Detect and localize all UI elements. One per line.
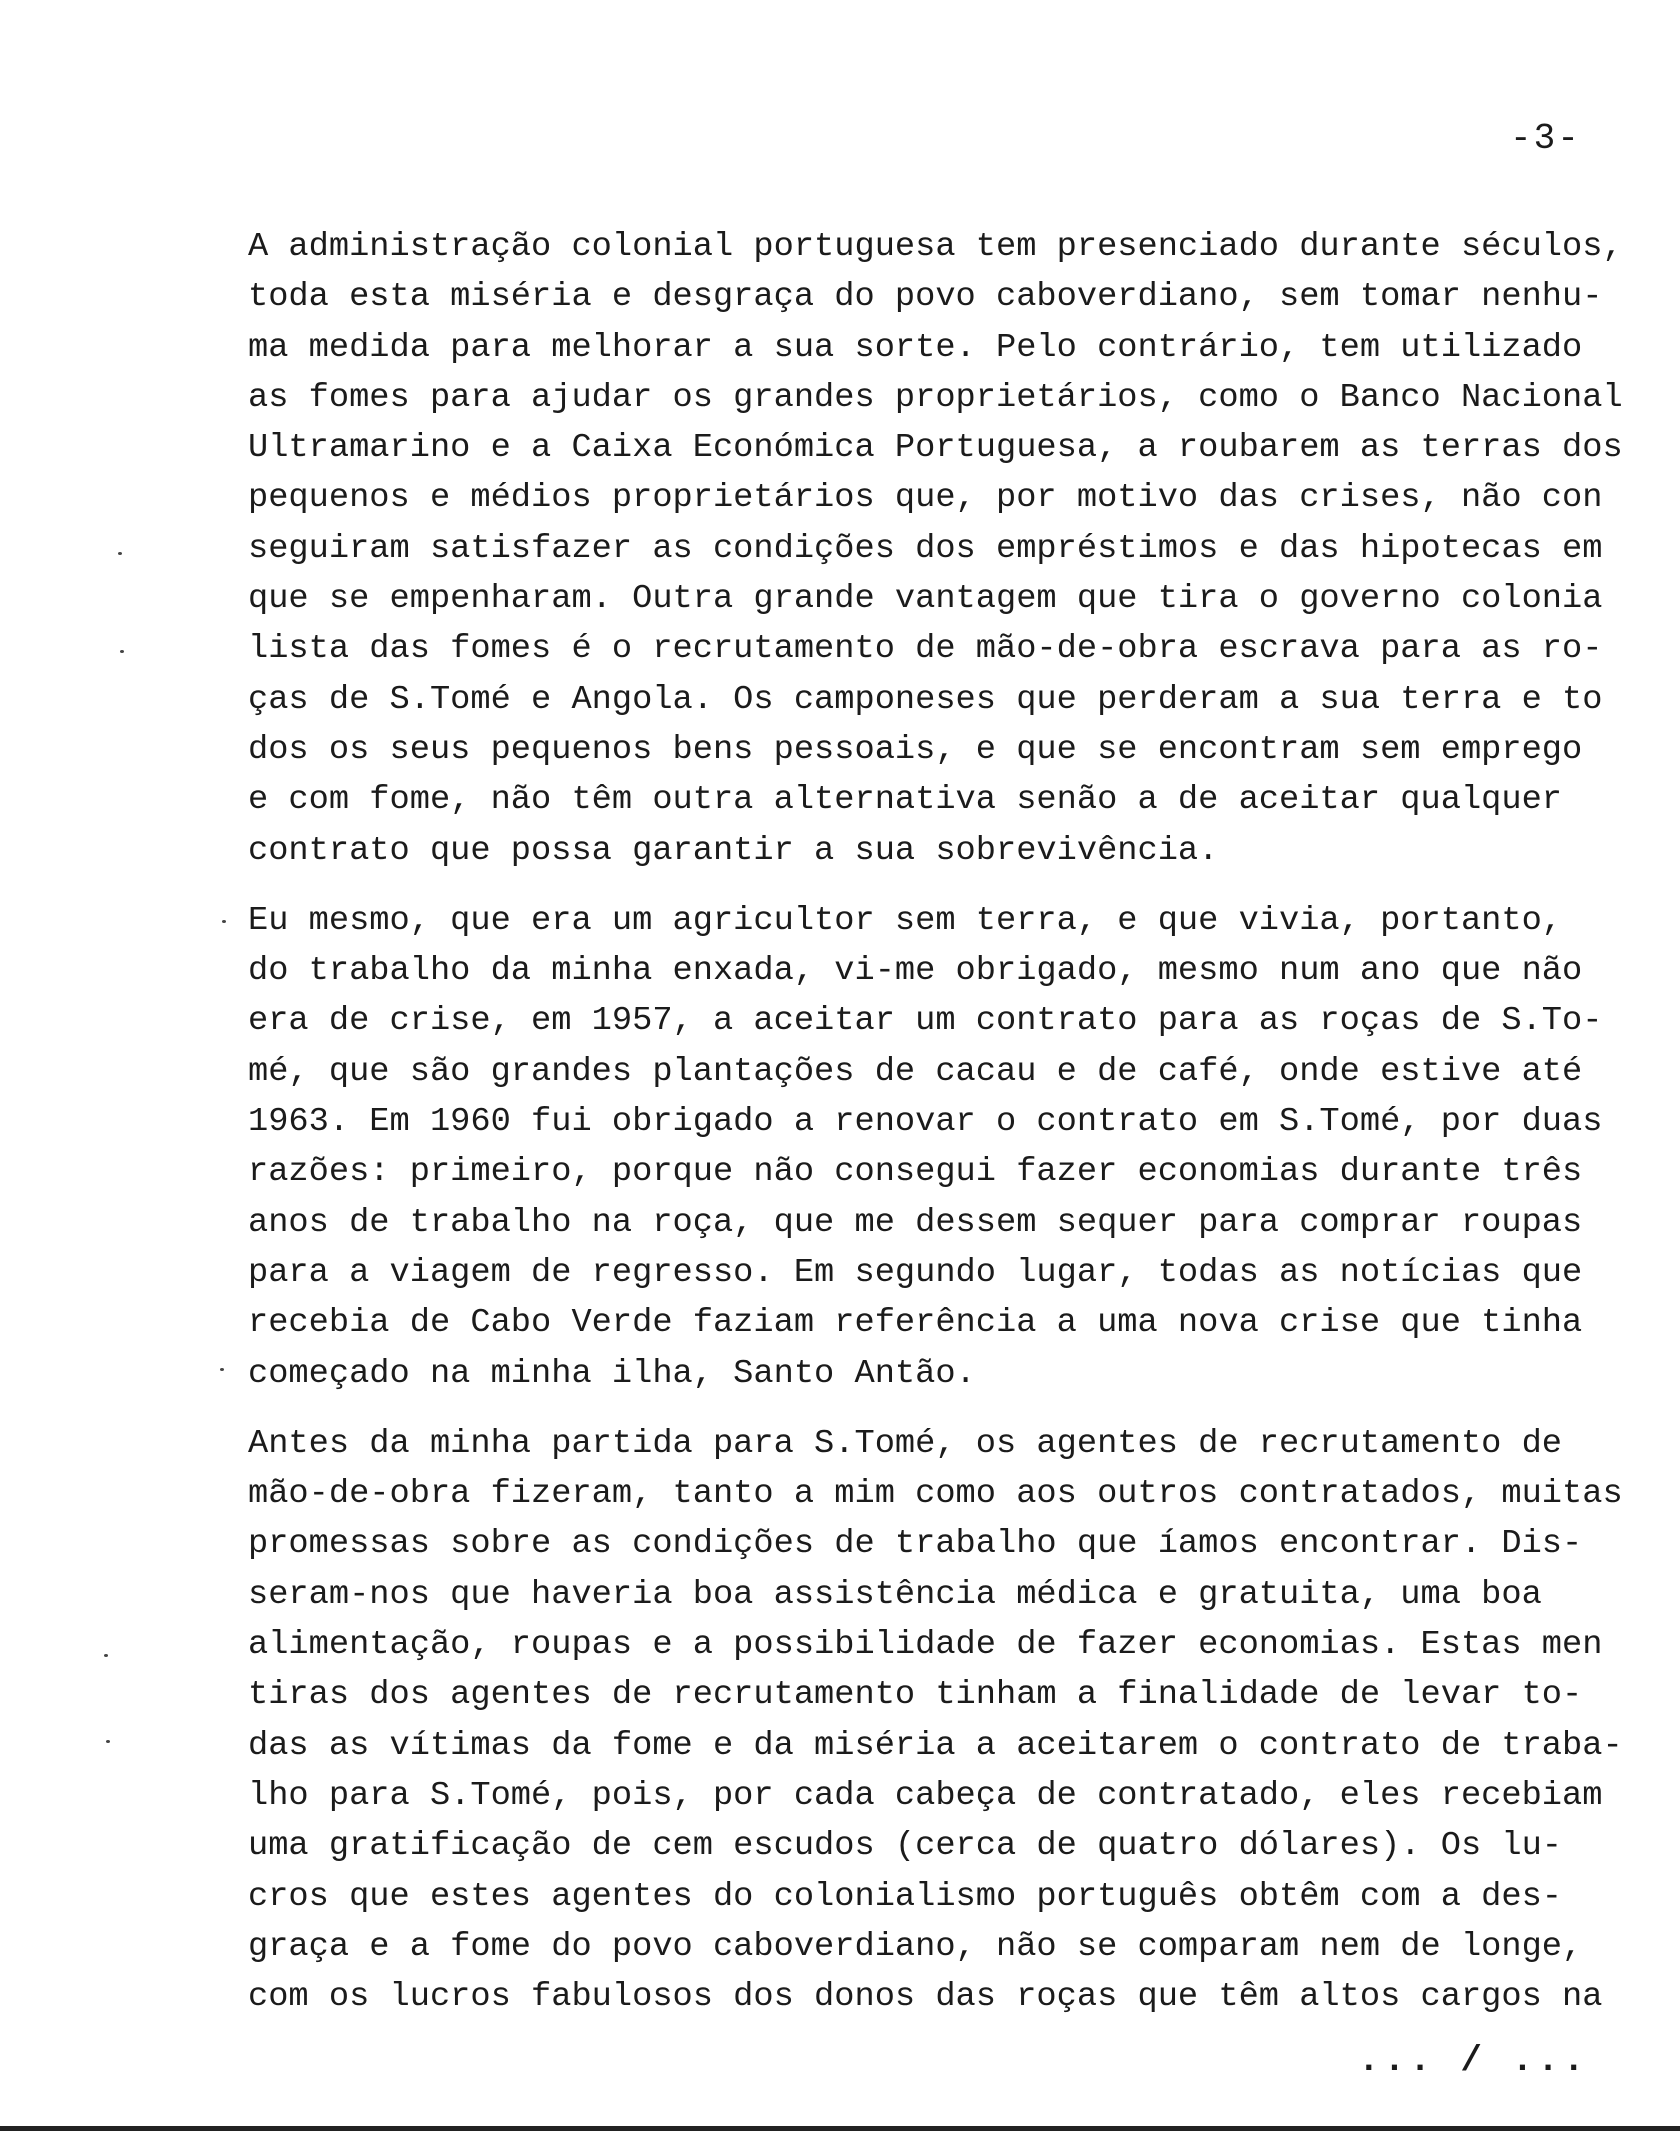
text-line: lista das fomes é o recrutamento de mão-de-obra escrava para as ro- <box>248 630 1603 669</box>
text-line: razões: primeiro, porque não consegui fazer economias durante três <box>248 1153 1583 1192</box>
margin-speck <box>120 650 124 653</box>
text-line: do trabalho da minha enxada, vi-me obrigado, mesmo num ano que não <box>248 952 1583 991</box>
text-line: cros que estes agentes do colonialismo português obtêm com a des- <box>248 1877 1563 1916</box>
text-line: era de crise, em 1957, a aceitar um contrato para as roças de S.To- <box>248 1002 1603 1041</box>
page-number: -3- <box>1510 118 1581 159</box>
document-body <box>248 222 1648 2042</box>
text-line: pequenos e médios proprietários que, por motivo das crises, não con <box>248 479 1603 518</box>
text-line: Antes da minha partida para S.Tomé, os agentes de recrutamento de <box>248 1424 1563 1463</box>
text-line: as fomes para ajudar os grandes proprietários, como o Banco Nacional <box>248 378 1623 417</box>
text-line: promessas sobre as condições de trabalho que íamos encontrar. Dis- <box>248 1525 1583 1564</box>
margin-speck <box>104 1654 108 1657</box>
text-line: 1963. Em 1960 fui obrigado a renovar o contrato em S.Tomé, por duas <box>248 1103 1603 1142</box>
text-line: graça e a fome do povo caboverdiano, não se comparam nem de longe, <box>248 1927 1583 1966</box>
text-line: com os lucros fabulosos dos donos das roças que têm altos cargos na <box>248 1978 1603 2017</box>
text-line: tiras dos agentes de recrutamento tinham a finalidade de levar to- <box>248 1676 1583 1715</box>
text-line: para a viagem de regresso. Em segundo lugar, todas as notícias que <box>248 1253 1583 1292</box>
text-line: e com fome, não têm outra alternativa senão a de aceitar qualquer <box>248 781 1563 820</box>
margin-speck <box>220 1368 224 1371</box>
text-line: alimentação, roupas e a possibilidade de fazer economias. Estas men <box>248 1626 1603 1665</box>
bottom-rule <box>0 2126 1680 2131</box>
text-line: uma gratificação de cem escudos (cerca de quatro dólares). Os lu- <box>248 1827 1563 1866</box>
text-line: Ultramarino e a Caixa Económica Portuguesa, a roubarem as terras dos <box>248 429 1623 468</box>
text-line: começado na minha ilha, Santo Antão. <box>248 1354 976 1393</box>
paragraph <box>248 896 1648 1399</box>
margin-speck <box>118 552 122 555</box>
margin-speck <box>106 1740 110 1743</box>
paragraph <box>248 1419 1648 2023</box>
margin-speck <box>222 920 226 923</box>
paragraph <box>248 222 1648 876</box>
text-line: A administração colonial portuguesa tem presenciado durante séculos, <box>248 228 1623 266</box>
continuation-mark: ... / ... <box>1358 2040 1589 2081</box>
text-line: mé, que são grandes plantações de cacau e de café, onde estive até <box>248 1052 1583 1091</box>
text-line: ças de S.Tomé e Angola. Os camponeses que perderam a sua terra e to <box>248 680 1603 719</box>
text-line: Eu mesmo, que era um agricultor sem terra, e que vivia, portanto, <box>248 901 1563 940</box>
text-line: recebia de Cabo Verde faziam referência a uma nova crise que tinha <box>248 1304 1583 1343</box>
text-line: anos de trabalho na roça, que me dessem sequer para comprar roupas <box>248 1203 1583 1242</box>
text-line: que se empenharam. Outra grande vantagem que tira o governo colonia <box>248 580 1603 619</box>
text-line: seguiram satisfazer as condições dos empréstimos e das hipotecas em <box>248 529 1603 568</box>
text-line: dos os seus pequenos bens pessoais, e que se encontram sem emprego <box>248 730 1583 769</box>
text-line: seram-nos que haveria boa assistência médica e gratuita, uma boa <box>248 1575 1542 1614</box>
text-line: contrato que possa garantir a sua sobrevivência. <box>248 831 1219 870</box>
text-line: lho para S.Tomé, pois, por cada cabeça de contratado, eles recebiam <box>248 1776 1603 1815</box>
text-line: toda esta miséria e desgraça do povo caboverdiano, sem tomar nenhu- <box>248 278 1603 317</box>
text-line: das as vítimas da fome e da miséria a aceitarem o contrato de traba- <box>248 1726 1623 1765</box>
text-line: mão-de-obra fizeram, tanto a mim como aos outros contratados, muitas <box>248 1475 1623 1514</box>
text-line: ma medida para melhorar a sua sorte. Pelo contrário, tem utilizado <box>248 328 1583 367</box>
